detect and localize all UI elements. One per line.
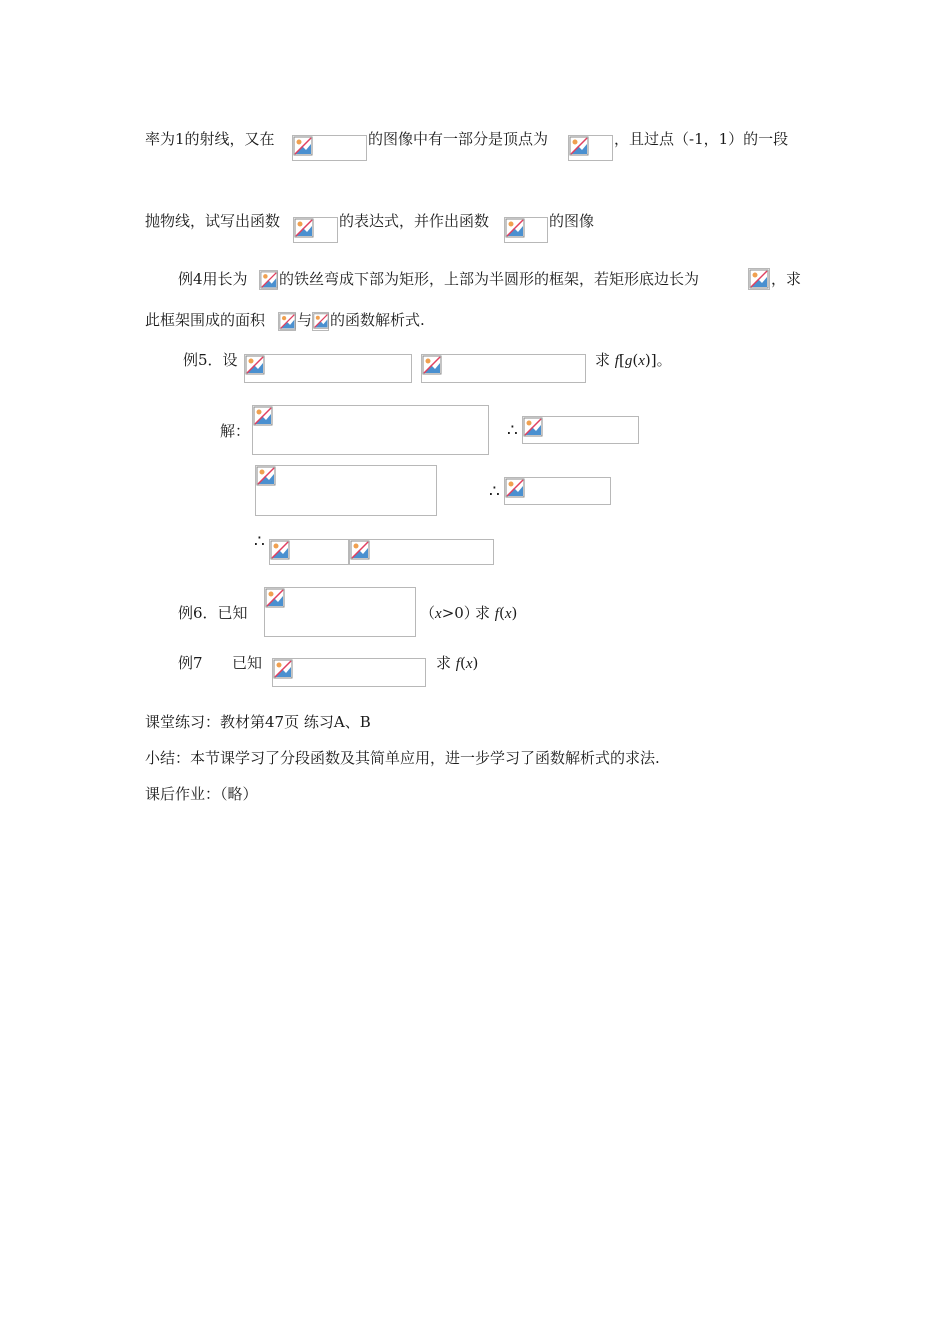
broken-image-icon <box>293 136 313 156</box>
para1-text-a: 率为1的射线，又在 <box>145 130 275 148</box>
para2-text-c: 的图像 <box>549 212 595 230</box>
broken-image-icon <box>569 136 589 156</box>
therefore-symbol: ∴ <box>507 421 518 441</box>
para2-text-b: 的表达式，并作出函数 <box>339 212 490 230</box>
broken-image-icon <box>245 355 265 375</box>
example5-label: 例5．设 <box>183 351 238 369</box>
broken-image-icon <box>253 406 273 426</box>
broken-image-icon <box>749 269 769 289</box>
example4-text-e: 与 <box>297 311 313 329</box>
example6-ask: 求 f(x) <box>475 604 518 622</box>
broken-image-icon <box>265 588 285 608</box>
para2-text-a: 抛物线，试写出函数 <box>145 212 281 230</box>
para1-text-c: ，且过点（-1，1）的一段 <box>614 130 789 148</box>
formula-image <box>264 587 416 637</box>
solution-label: 解： <box>220 422 251 440</box>
formula-image <box>421 354 586 383</box>
formula-image <box>568 135 613 161</box>
broken-image-icon <box>270 540 290 560</box>
formula-image <box>269 539 349 565</box>
broken-image-icon <box>279 313 296 330</box>
broken-image-icon <box>523 417 543 437</box>
formula-image <box>504 477 611 505</box>
broken-image-icon <box>350 540 370 560</box>
formula-image <box>259 270 278 290</box>
broken-image-icon <box>313 313 329 329</box>
broken-image-icon <box>260 271 278 289</box>
example4-text-f: 的函数解析式. <box>330 311 425 329</box>
broken-image-icon <box>505 218 525 238</box>
broken-image-icon <box>422 355 442 375</box>
example7-ask: 求 f(x) <box>436 654 479 672</box>
broken-image-icon <box>273 659 293 679</box>
formula-image <box>278 312 296 331</box>
example7-label: 例7 <box>178 654 203 672</box>
formula-image <box>292 135 367 161</box>
example5-ask: 求 f[g(x)]。 <box>595 351 672 369</box>
therefore-symbol: ∴ <box>489 482 500 502</box>
formula-image <box>312 312 329 331</box>
formula-image <box>255 465 437 516</box>
formula-image <box>349 539 494 565</box>
example7-known: 已知 <box>232 654 263 672</box>
formula-image <box>748 268 770 290</box>
formula-image <box>293 217 338 243</box>
example4-text-a: 例4用长为 <box>178 270 248 288</box>
example4-text-d: 此框架围成的面积 <box>145 311 266 329</box>
summary-line: 小结：本节课学习了分段函数及其简单应用，进一步学习了函数解析式的求法. <box>145 749 660 767</box>
broken-image-icon <box>256 466 276 486</box>
example4-text-c: ，求 <box>771 270 802 288</box>
para1-text-b: 的图像中有一部分是顶点为 <box>368 130 549 148</box>
example4-text-b: 的铁丝弯成下部为矩形，上部为半圆形的框架，若矩形底边长为 <box>279 270 700 288</box>
formula-image <box>522 416 639 444</box>
example6-label: 例6．已知 <box>178 604 248 622</box>
practice-line: 课堂练习：教材第47页 练习A、B <box>145 713 371 731</box>
broken-image-icon <box>294 218 314 238</box>
formula-image <box>252 405 489 455</box>
therefore-symbol: ∴ <box>254 532 265 552</box>
example6-condition: （x>0） <box>420 604 479 622</box>
homework-line: 课后作业：（略） <box>145 785 258 803</box>
formula-image <box>272 658 426 687</box>
formula-image <box>244 354 412 383</box>
formula-image <box>504 217 548 243</box>
broken-image-icon <box>505 478 525 498</box>
